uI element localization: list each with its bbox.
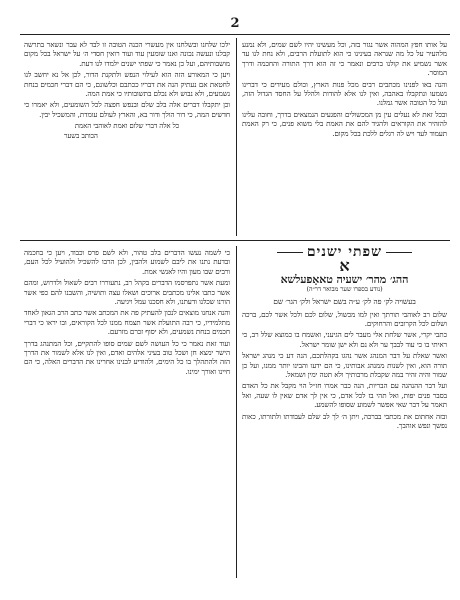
paragraph: כתבי יקרי, אשר שלחת אלי מעבר לים הגיעני, ואשמח בו כמוצא שלל רב, כי ראיתי בו כי עוד לבבך ער ולא נם ולא ישן שומר ישראל. [242,330,447,349]
top-rule [20,34,450,35]
article-note: (נודע בספרו שער מבואר דר״ה) [306,284,383,293]
article-letter: א [339,256,350,276]
paragraph: ועל דבר ההנהגה עם הבריות, הנה כבר אמרו חז״ל הוי מקבל את כל האדם בסבר פנים יפות, ואל תהי בז לכל אדם, כי אין לך אדם שאין לו שעה, ואל תאמר על דבר שאי אפשר לשמוע שסופו להשמע. [242,381,447,410]
paragraph: שלום רב לאוהבי תורתך ואין למו מכשול, שלום לכם ולכל אשר לכם, ברכה ושלום לכל הקרובים והרחוקים. [242,309,447,329]
section-rule [20,240,450,241]
paragraph: ובכל זאת לא נעלים עין מן המכשולים והפגעים הנמצאים בדרך, וחובה עלינו להזהיר את הקוראים ולהגיד להם את האמת בלי משוא פנים, כי רק האמת תעמוד לעד ויש לה רגלים ללכת בכל מקום. [242,109,447,138]
top-left-column [24,40,230,236]
paragraph: והנה אנחנו מוצאים לנכון להעתיק פה את המכתב אשר כתב הרב הגאון לאחד מתלמידיו, כי רבה התועלת אשר תצמח ממנו לכל הקוראים, ובו יראו כי דברי חכמים בנחת נשמעים, ולא יסוף זכרם מזרעם. [24,308,230,337]
page-number: 2 [230,16,240,31]
article-heading [242,248,447,307]
paragraph: כי לשמה נעשו הדברים בלב טהור, ולא לשם פרס וכבוד, ויען כי בחכמה ובדעת נתנו את ליבם לשמוע ולהבין, לכן הרבו להשכיל ולהועיל לכל העם, ורבים שבו מעון והיו לאנשי אמת. [24,248,230,276]
column-divider [236,38,237,236]
newspaper-page [20,16,450,582]
bottom-right-column [242,248,447,578]
paragraph: וכן יתקבלו דברים אלה בלב שלם ובנפש חפצה לכל השומעים, ולא יאמרו כי חדשים המה, כי דור הולך ודור בא, והארץ לעולם עומדת, והמשכיל יבין. [24,100,230,119]
article-opening: בעשויה לק׳ פה לק׳ ע״ה בשם ישראל ולק׳ הגר׳ שם [273,297,416,307]
top-right-column [242,40,447,236]
column-divider [236,246,237,578]
paragraph: ומעת אשר נתפרסמו הדברים בקהל רב, נתעוררו רבים לשאול ולדרוש, ומהם אשר כתבו אלינו מכתבים ארוכים ושאלו עצה ותושיה, והשבנו להם כפי אשר הורנו שכלנו ודעתנו, ולא חסכנו עמל ויגיעה. [24,278,230,307]
paragraph: ועוד זאת נאמר כי כל העושה לשם שמים סופו להתקיים, וכל המתנהג בדרך הישר ימצא חן ושכל טוב בעיני אלהים ואדם, ואין לנו אלא לשמור את הדרך הזה ולהתהלך בו כל הימים, ולהודיע לבנינו אחרינו את הדברים האלה, כי הם חיינו ואורך ימינו. [24,338,230,376]
article-subtitle: ההג׳ מהר׳ ישעיה טאאָפעלשא [280,273,409,287]
paragraph: והנה באו לפנינו מכתבים רבים מכל פנות הארץ, וכולם מעידים כי דברינו נשמעו ונתקבלו באהבה, ואין לנו אלא להודות ולהלל על החסד הגדול הזה, ועל כל הטובה אשר גמלנו. [242,79,447,108]
paragraph: ואשר שאלת על דבר המנהג אשר נהגו בקהלתכם, הנה דע כי מנהג ישראל תורה הוא, ואין לשנות ממנהג אבותינו, כי הם ידעו והבינו יותר ממנו, ועל כן שמור והיה זהיר במה שקבלת מרבותיך ולא תטה ימין ושמאל. [242,351,447,380]
paragraph: ויען כי המאורע הזה הוא לעילוי הנפש ולתקנת הדור, לכן אל נא יחשב לנו לחטאת אם נעתיק הנה את דבריו ככתבם וכלשונם, כי הם דברי חכמים בנחת נשמעים, ולא נבוש ולא נכלם בתשובותיו כי אמת המה. [24,70,230,99]
paragraph: ילכו שלחנו ובשלחנו אין מעשרי הכנה הטובה זו לבד לא עבר ונשאר בתרשה קבלנו ונעשה נכונה ואנו שומעין עוד ועוד רואין חסדי ה׳ על ישראל בכל מקום מושבותיהם, ועל כן נאמר כי שפתי ישנים ילמדו לנו דעת. [24,40,230,68]
signature-line: כל אלה דברי שלום ואמת לאוהבי האמת [74,122,180,131]
paragraph: ובזה אחתום את מכתבי בברכה, ויתן ה׳ לך לב שלם לעבודתו ולתורתו, כאות נפשך ונפש אוהבך. [242,411,447,431]
article-title: שפתי ישנים [242,248,447,257]
paragraph: על אותו חפץ המהוה אשר נגזר בזה, וכל מעשינו יהיו לשם שמים, ולא נמנע מלהעיר על כל מה שנראה בעינינו כי הוא לתועלת הרבים, ולא נחת לנו עד אשר נשמיע את קולנו ברבים ונאמר כי זה הוא דרך התורה והחכמה ודרך המוסר. [242,40,447,78]
author-signature: הכותב בשער [64,131,98,140]
bottom-left-column [24,248,230,578]
